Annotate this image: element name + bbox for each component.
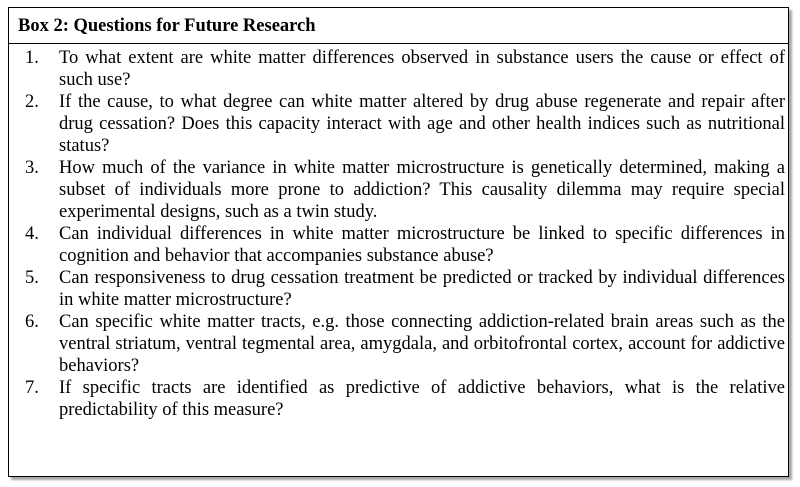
question-item (9, 223, 788, 267)
questions-list (9, 47, 788, 421)
question-text: Can specific white matter tracts, e.g. those connecting addiction-related brain areas such as the ventral striatum, ventral tegmental area, amygdala, and orbitofrontal cortex, account for addictive behaviors? (59, 312, 785, 376)
question-text: If the cause, to what degree can white matter altered by drug abuse regenerate and repair after drug cessation? Does this capacity interact with age and other health indices such as nutritional status? (59, 92, 785, 156)
question-number: 2. (25, 92, 39, 112)
question-text: To what extent are white matter differences observed in substance users the cause or effect of such use? (59, 48, 785, 90)
question-number: 6. (25, 312, 39, 332)
question-number: 1. (25, 48, 39, 68)
question-item (9, 267, 788, 311)
question-text: If specific tracts are identified as predictive of addictive behaviors, what is the relative predictability of this measure? (59, 378, 785, 420)
question-item (9, 311, 788, 377)
research-questions-box (8, 7, 789, 477)
question-number: 5. (25, 268, 39, 288)
question-text: Can individual differences in white matter microstructure be linked to specific differences in cognition and behavior that accompanies substance abuse? (59, 224, 785, 266)
question-item (9, 91, 788, 157)
box-title: Box 2: Questions for Future Research (18, 16, 316, 36)
question-number: 4. (25, 224, 39, 244)
question-item (9, 157, 788, 223)
question-text: Can responsiveness to drug cessation treatment be predicted or tracked by individual differences in white matter microstructure? (59, 268, 785, 310)
question-number: 7. (25, 378, 39, 398)
question-item (9, 47, 788, 91)
question-number: 3. (25, 158, 39, 178)
question-item (9, 377, 788, 421)
title-divider (9, 43, 788, 44)
question-text: How much of the variance in white matter microstructure is genetically determined, making a subset of individuals more prone to addiction? This causality dilemma may require special experimental designs, such as a twin study. (59, 158, 785, 222)
